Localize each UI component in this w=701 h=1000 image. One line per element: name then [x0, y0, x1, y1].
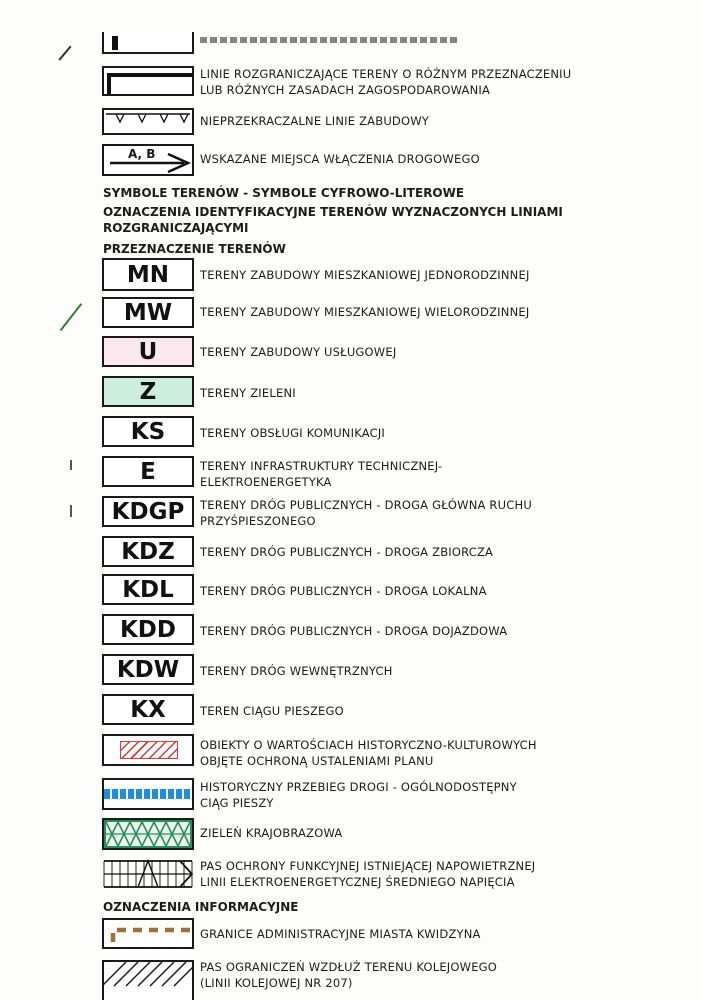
road-connection-code: A, B	[128, 147, 156, 161]
road-connection-symbol	[102, 144, 194, 176]
railway-restriction-label: PAS OGRANICZEŃ WZDŁUŻ TERENU KOLEJOWEGO (LINII KOLEJOWEJ NR 207)	[200, 960, 498, 990]
code-box: KS	[102, 416, 194, 447]
building-line-symbol	[102, 108, 194, 135]
code-box: MW	[102, 297, 194, 328]
code-box: MN	[102, 258, 194, 291]
land-use-label: TERENY ZIELENI	[200, 386, 296, 400]
code-box: KDD	[102, 614, 194, 645]
admin-boundary-label: GRANICE ADMINISTRACYJNE MIASTA KWIDZYNA	[200, 927, 481, 941]
scan-mark	[70, 460, 72, 470]
heading-identifiers: OZNACZENIA IDENTYFIKACYJNE TERENÓW WYZNACZONYCH LINIAMI	[103, 205, 563, 219]
scan-mark	[70, 505, 72, 517]
power-line-symbol	[102, 857, 194, 890]
land-use-label: TERENY INFRASTRUKTURY TECHNICZNEJ- ELEKTROENERGETYKA	[200, 459, 443, 489]
land-use-label: TERENY DRÓG PUBLICZNYCH - DROGA DOJAZDOWA	[200, 624, 508, 638]
land-use-label: TERENY ZABUDOWY USŁUGOWEJ	[200, 345, 397, 359]
code-box: KDL	[102, 574, 194, 605]
heading-informational: OZNACZENIA INFORMACYJNE	[103, 900, 299, 914]
heritage-hatch-symbol	[102, 734, 194, 766]
code-box: KDZ	[102, 536, 194, 567]
code-box: KDGP	[102, 496, 194, 527]
boundary-line-symbol	[102, 66, 194, 96]
scan-mark	[60, 303, 82, 331]
cutoff-text-top	[200, 31, 460, 43]
code-box: Z	[102, 376, 194, 407]
railway-restriction-symbol	[102, 960, 194, 1000]
land-use-label: TERENY ZABUDOWY MIESZKANIOWEJ WIELORODZINNEJ	[200, 305, 530, 319]
land-use-label: TERENY DRÓG PUBLICZNYCH - DROGA LOKALNA	[200, 584, 487, 598]
land-use-label: TERENY DRÓG PUBLICZNYCH - DROGA GŁÓWNA RUCHU PRZYŚPIESZONEGO	[200, 498, 532, 528]
road-connection-label: WSKAZANE MIEJSCA WŁĄCZENIA DROGOWEGO	[200, 152, 480, 166]
code-box: KX	[102, 694, 194, 725]
cutoff-symbol-top	[102, 32, 194, 54]
code-box: E	[102, 456, 194, 487]
heritage-label: OBIEKTY O WARTOŚCIACH HISTORYCZNO-KULTUROWYCH OBJĘTE OCHRONĄ USTALENIAMI PLANU	[200, 738, 537, 768]
heading-symbols: SYMBOLE TERENÓW - SYMBOLE CYFROWO-LITEROWE	[103, 186, 465, 200]
land-use-label: TERENY OBSŁUGI KOMUNIKACJI	[200, 426, 386, 440]
historic-road-label: HISTORYCZNY PRZEBIEG DROGI - OGÓLNODOSTĘPNY CIĄG PIESZY	[200, 780, 517, 810]
heading-identifiers-cont: ROZGRANICZAJĄCYMI	[103, 221, 249, 235]
admin-boundary-symbol	[102, 918, 194, 949]
landscape-green-symbol	[102, 818, 194, 850]
landscape-green-label: ZIELEŃ KRAJOBRAZOWA	[200, 826, 343, 840]
land-use-label: TERENY DRÓG WEWNĘTRZNYCH	[200, 664, 393, 678]
historic-road-symbol	[102, 778, 194, 810]
boundary-line-label: LINIE ROZGRANICZAJĄCE TERENY O RÓŻNYM PRZEZNACZENIU LUB RÓŻNYCH ZASADACH ZAGOSPODAROWANIA	[200, 67, 572, 97]
land-use-label: TERENY DRÓG PUBLICZNYCH - DROGA ZBIORCZA	[200, 545, 494, 559]
code-box: U	[102, 336, 194, 367]
scan-mark	[58, 46, 71, 61]
land-use-label: TEREN CIĄGU PIESZEGO	[200, 704, 344, 718]
heading-purpose: PRZEZNACZENIE TERENÓW	[103, 242, 286, 256]
code-box: KDW	[102, 654, 194, 685]
land-use-label: TERENY ZABUDOWY MIESZKANIOWEJ JEDNORODZINNEJ	[200, 268, 530, 282]
power-line-label: PAS OCHRONY FUNKCYJNEJ ISTNIEJĄCEJ NAPOWIETRZNEJ LINII ELEKTROENERGETYCZNEJ ŚREDNIEGO NAPIĘCIA	[200, 859, 536, 889]
building-line-label: NIEPRZEKRACZALNE LINIE ZABUDOWY	[200, 114, 430, 128]
